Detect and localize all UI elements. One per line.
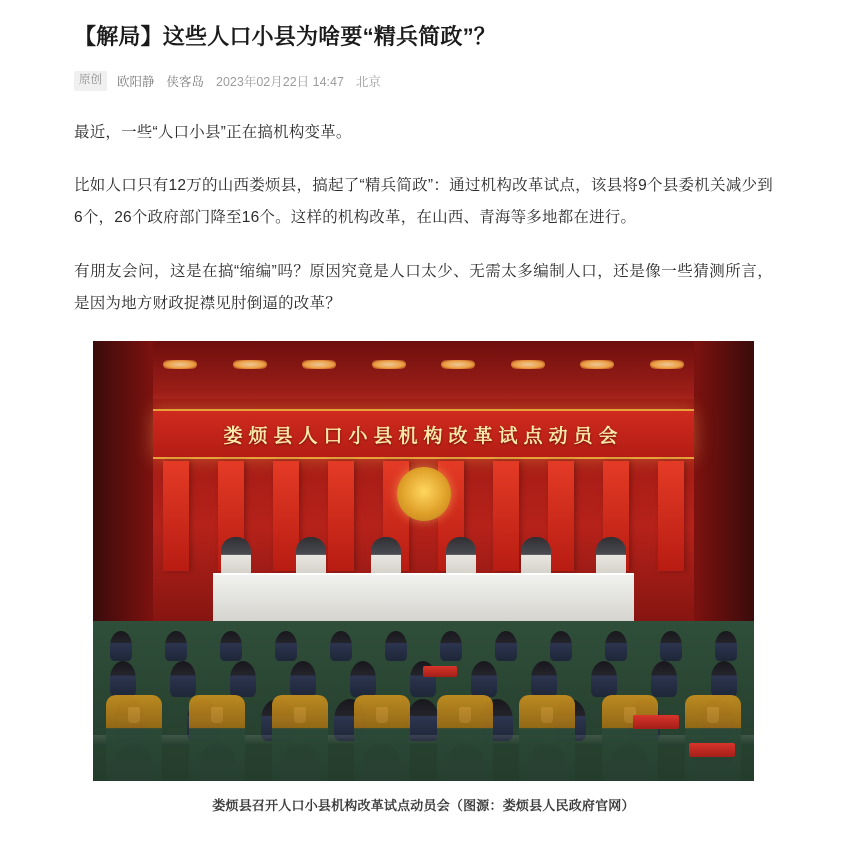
- photo-wall-left: [93, 341, 153, 641]
- figure-caption: 娄烦县召开人口小县机构改革试点动员会（图源：娄烦县人民政府官网）: [212, 798, 635, 814]
- publish-location: 北京: [355, 74, 381, 89]
- photo-red-folder: [423, 666, 457, 677]
- photo-ceiling-lights: [163, 353, 684, 375]
- author-name: 欧阳静: [117, 74, 155, 89]
- paragraph-1: 最近，一些“人口小县”正在搞机构变革。: [74, 123, 352, 141]
- article-figure: [74, 341, 773, 814]
- publish-date: 2023年02月22日 14:47: [216, 74, 344, 89]
- page-title: 【解局】这些人口小县为啥要“精兵简政”？: [74, 24, 497, 49]
- photo-banner: [153, 409, 694, 459]
- photo-podium-table: [213, 573, 634, 623]
- article-body: [74, 117, 773, 320]
- paragraph-2: 比如人口只有12万的山西娄烦县，搞起了“精兵简政”：通过机构改革试点，该县将9个县委机关减少到6个，26个政府部门降至16个。这样的机构改革，在山西、青海等多地都在进行。: [74, 177, 773, 227]
- photo-wall-right: [694, 341, 754, 641]
- photo-national-emblem: [397, 467, 451, 521]
- photo-red-folder: [633, 715, 679, 729]
- source-name[interactable]: 侠客岛: [166, 74, 205, 89]
- meeting-photo: [93, 341, 754, 781]
- paragraph-3: 有朋友会问，这是在搞“缩编”吗？原因究竟是人口太少、无需太多编制人口，还是像一些猜测所言，是因为地方财政捉襟见肘倒逼的改革？: [74, 262, 773, 312]
- photo-banner-text: 娄烦县人口小县机构改革试点动员会: [223, 425, 624, 447]
- article-meta: [74, 71, 773, 91]
- photo-red-folder: [689, 743, 735, 757]
- original-badge: 原创: [74, 71, 107, 91]
